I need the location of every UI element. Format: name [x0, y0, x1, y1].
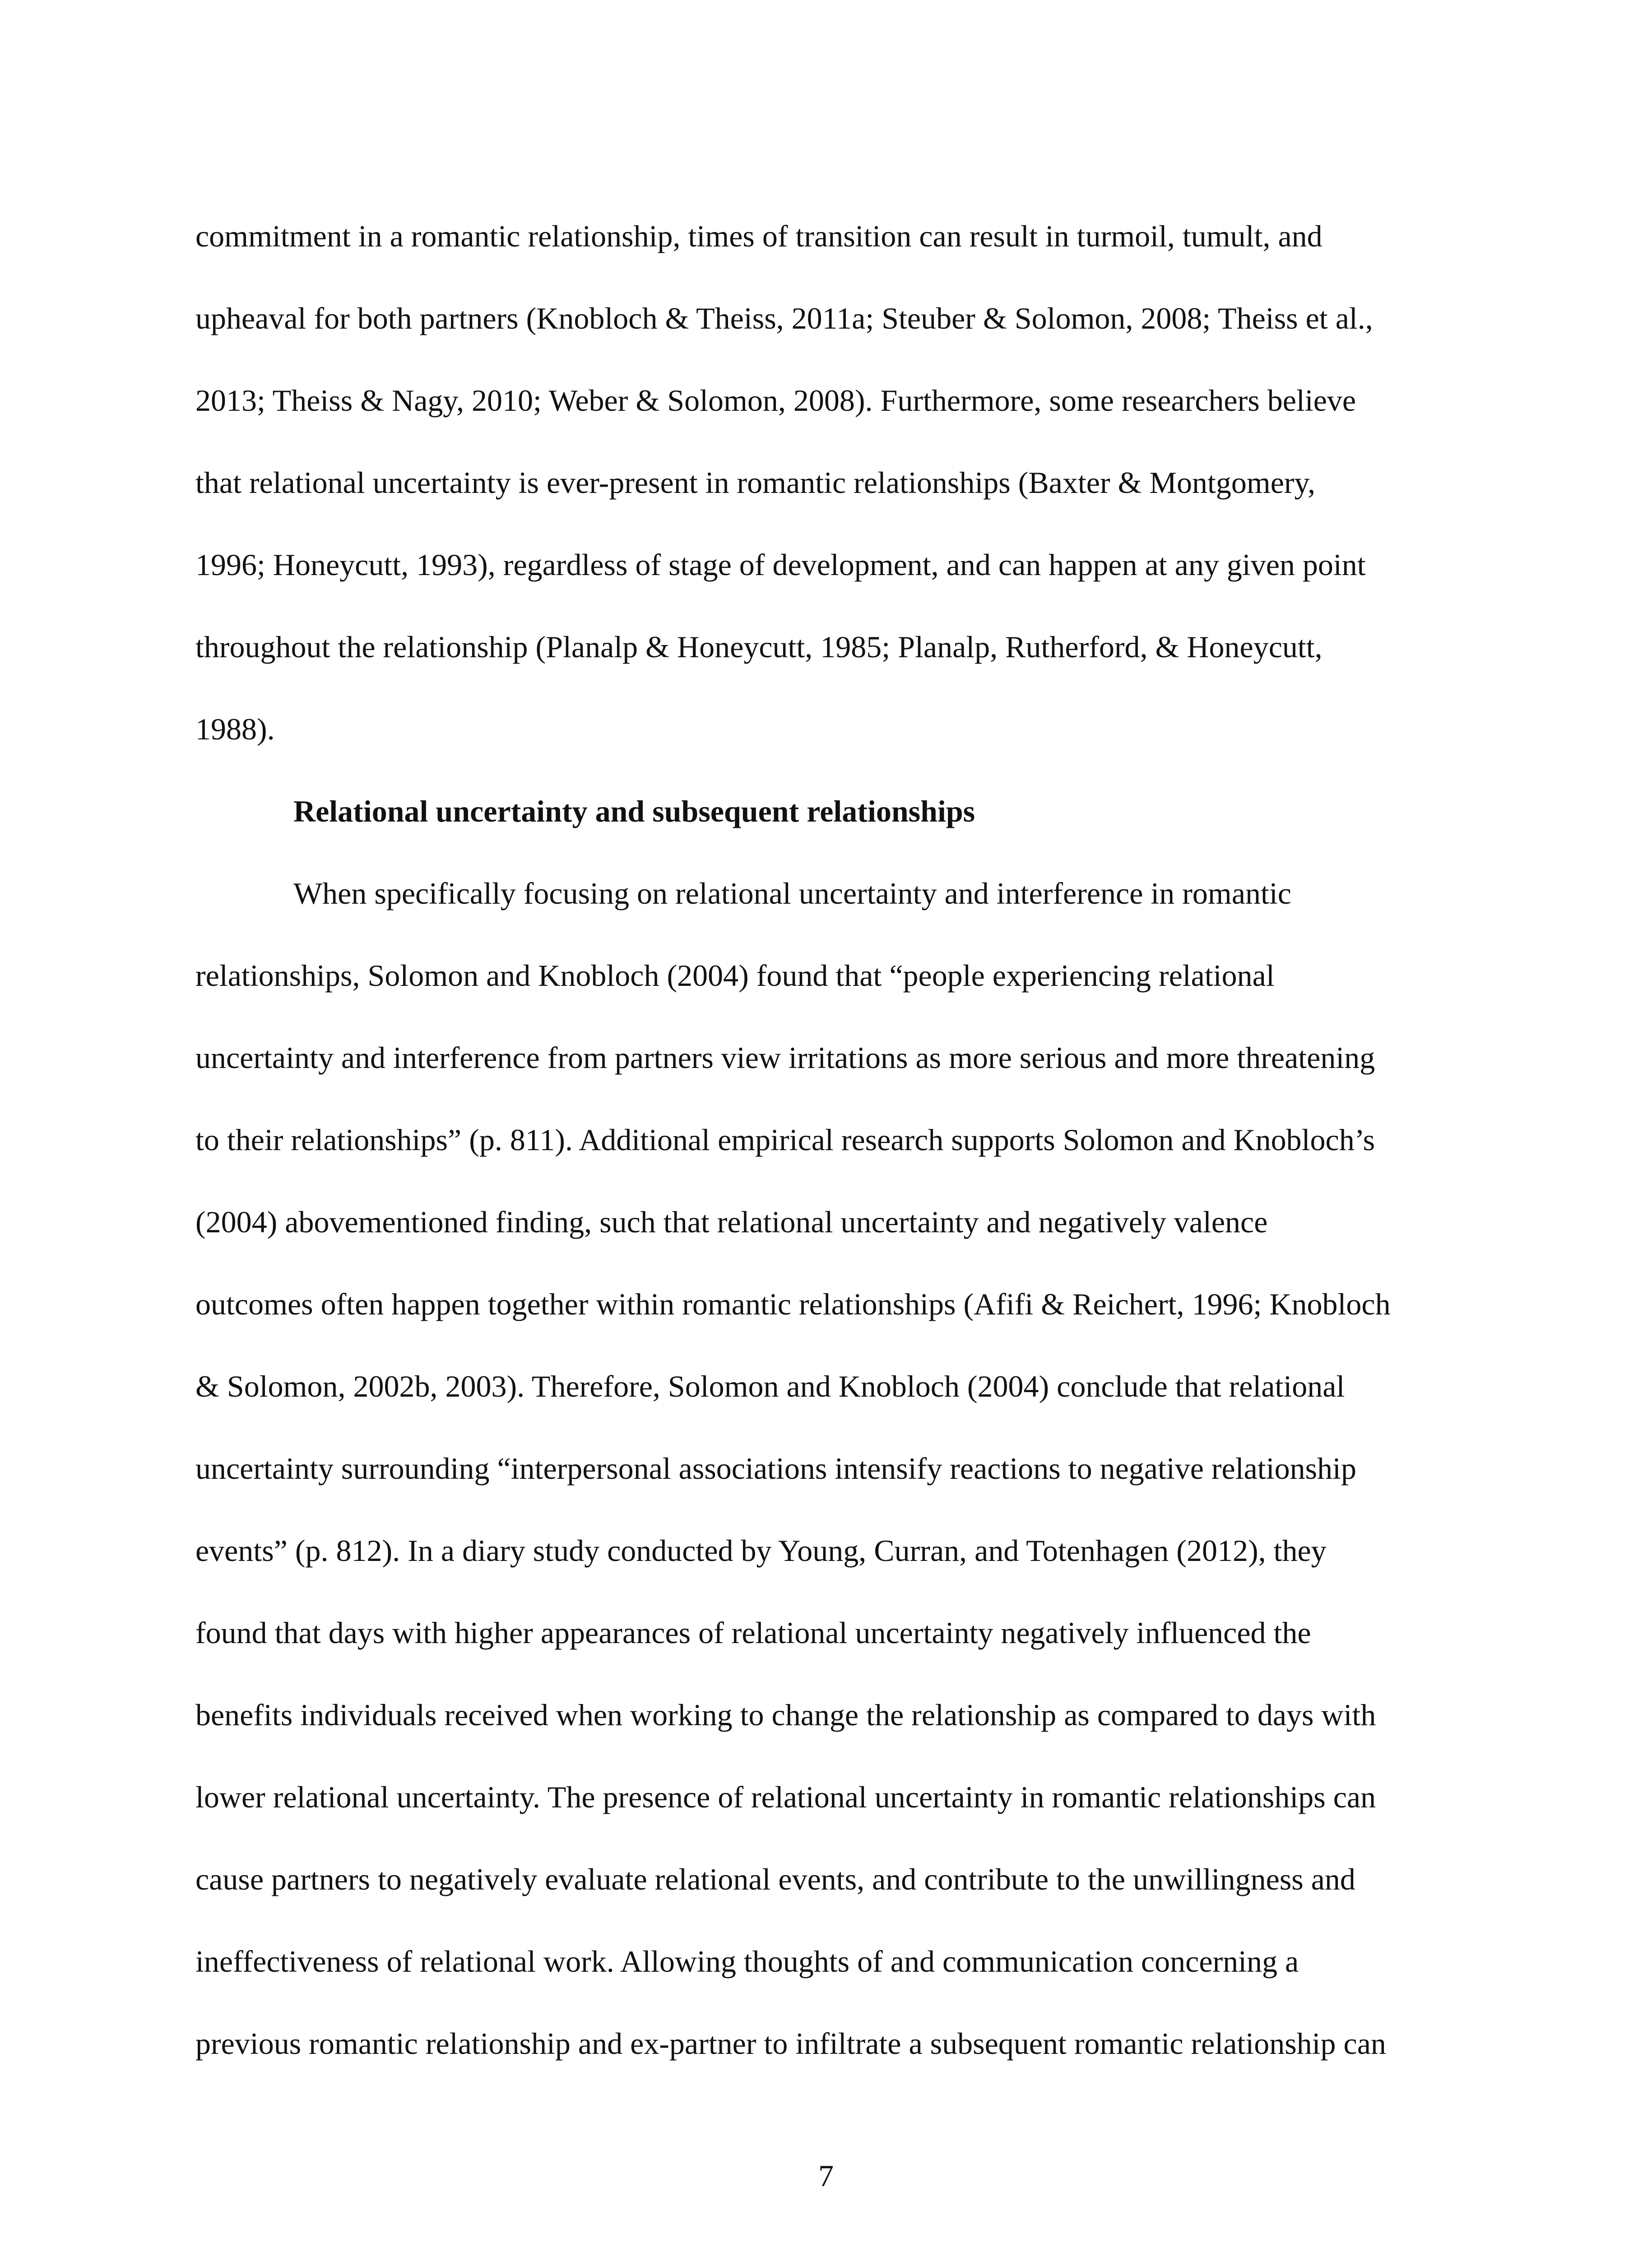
- body-line-4: that relational uncertainty is ever-present in romantic relationships (Baxter & Montgomery,: [195, 465, 1316, 500]
- body-line-2: upheaval for both partners (Knobloch & Theiss, 2011a; Steuber & Solomon, 2008; Theiss et al.,: [195, 301, 1373, 335]
- body-line-16: uncertainty surrounding “interpersonal associations intensify reactions to negative relationship: [195, 1451, 1356, 1486]
- body-line-20: lower relational uncertainty. The presence of relational uncertainty in romantic relationships can: [195, 1780, 1376, 1814]
- body-line-13: (2004) abovementioned finding, such that relational uncertainty and negatively valence: [195, 1205, 1268, 1239]
- body-line-9: When specifically focusing on relational uncertainty and interference in romantic: [293, 876, 1291, 910]
- body-line-12: to their relationships” (p. 811). Additional empirical research supports Solomon and Knobloch’s: [195, 1123, 1375, 1157]
- body-line-19: benefits individuals received when working to change the relationship as compared to days with: [195, 1698, 1376, 1732]
- body-line-1: commitment in a romantic relationship, times of transition can result in turmoil, tumult, and: [195, 219, 1323, 253]
- body-line-18: found that days with higher appearances of relational uncertainty negatively influenced the: [195, 1616, 1311, 1650]
- body-line-14: outcomes often happen together within romantic relationships (Afifi & Reichert, 1996; Knobloch: [195, 1287, 1391, 1321]
- body-line-11: uncertainty and interference from partners view irritations as more serious and more threatening: [195, 1040, 1375, 1075]
- body-line-15: & Solomon, 2002b, 2003). Therefore, Solomon and Knobloch (2004) conclude that relational: [195, 1369, 1345, 1403]
- body-line-21: cause partners to negatively evaluate relational events, and contribute to the unwillingness and: [195, 1862, 1355, 1896]
- body-line-17: events” (p. 812). In a diary study conducted by Young, Curran, and Totenhagen (2012), they: [195, 1533, 1327, 1568]
- body-line-3: 2013; Theiss & Nagy, 2010; Weber & Solomon, 2008). Furthermore, some researchers believe: [195, 383, 1356, 418]
- body-line-23: previous romantic relationship and ex-partner to infiltrate a subsequent romantic relationship can: [195, 2026, 1386, 2061]
- body-line-7: 1988).: [195, 712, 275, 746]
- page-number: 7: [818, 2159, 834, 2193]
- body-line-5: 1996; Honeycutt, 1993), regardless of stage of development, and can happen at any given point: [195, 548, 1366, 582]
- section-heading: Relational uncertainty and subsequent relationships: [293, 794, 975, 828]
- body-line-10: relationships, Solomon and Knobloch (2004) found that “people experiencing relational: [195, 958, 1275, 993]
- body-line-6: throughout the relationship (Planalp & Honeycutt, 1985; Planalp, Rutherford, & Honeycutt,: [195, 630, 1323, 664]
- body-line-22: ineffectiveness of relational work. Allowing thoughts of and communication concerning a: [195, 1944, 1299, 1978]
